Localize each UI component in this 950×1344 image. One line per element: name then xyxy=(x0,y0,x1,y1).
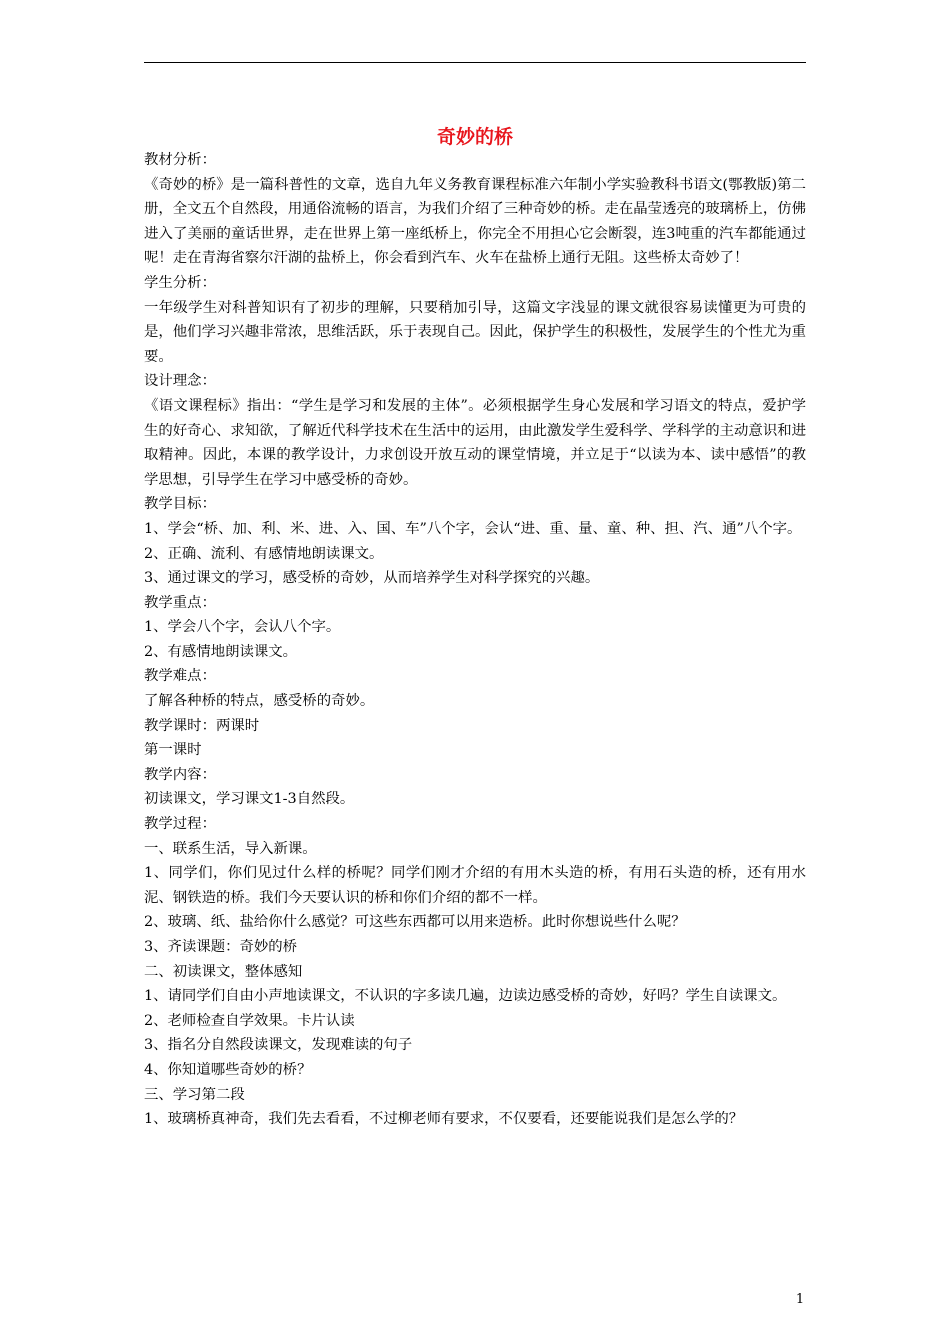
list-item: 2、玻璃、纸、盐给你什么感觉？可这些东西都可以用来造桥。此时你想说些什么呢？ xyxy=(144,914,686,931)
list-item: 2、有感情地朗读课文。 xyxy=(144,643,298,660)
list-item: 3、指名分自然段读课文，发现难读的句子 xyxy=(144,1037,413,1054)
list-item: 2、正确、流利、有感情地朗读课文。 xyxy=(144,545,384,562)
section-heading: 二、初读课文，整体感知 xyxy=(144,963,303,980)
list-item: 2、老师检查自学效果。卡片认读 xyxy=(144,1012,355,1029)
document-body xyxy=(144,148,806,1132)
document-title: 奇妙的桥 xyxy=(436,126,513,148)
body-paragraph: 教学课时：两课时 xyxy=(144,717,260,734)
list-item: 1、玻璃桥真神奇，我们先去看看，不过柳老师有要求，不仅要看，还要能说我们是怎么学的？ xyxy=(144,1111,744,1128)
section-heading: 设计理念： xyxy=(144,373,216,390)
list-item: 3、齐读课题：奇妙的桥 xyxy=(144,939,298,955)
section-heading: 教学内容： xyxy=(144,766,216,783)
section-heading: 教学难点： xyxy=(144,668,216,685)
list-item: 1、学会“桥、加、利、米、进、入、国、车”八个字，会认“进、重、量、童、种、担、汽、通”八个字。 xyxy=(144,520,802,537)
body-paragraph: 初读课文，学习课文1-3自然段。 xyxy=(144,791,355,808)
list-item: 3、通过课文的学习，感受桥的奇妙，从而培养学生对科学探究的兴趣。 xyxy=(144,570,600,587)
section-heading: 教学过程： xyxy=(144,816,216,833)
section-heading: 教学目标： xyxy=(144,496,216,513)
section-heading: 第一课时 xyxy=(144,742,202,759)
section-heading: 教学重点： xyxy=(144,594,216,611)
list-item: 1、学会八个字，会认八个字。 xyxy=(144,619,341,636)
body-paragraph: 《语文课程标》指出：“学生是学习和发展的主体”。必须根据学生身心发展和学习语文的特点，爱护学生的好奇心、求知欲，了解近代科学技术在生活中的运用，由此激发学生爱科学、学科学的主动意识和进取精神。因此，本课的教学设计，力求创设开放互动的课堂情境，并立足于“以读为本、读中感悟”的教学思想，引导学生在学习中感受桥的奇妙。 xyxy=(144,397,806,488)
body-paragraph: 了解各种桥的特点，感受桥的奇妙。 xyxy=(144,693,375,710)
body-paragraph: 《奇妙的桥》是一篇科普性的文章，选自九年义务教育课程标准六年制小学实验教科书语文(鄂教版)第二册，全文五个自然段，用通俗流畅的语言，为我们介绍了三种奇妙的桥。走在晶莹透亮的玻璃桥上，仿佛进入了美丽的童话世界，走在世界上第一座纸桥上，你完全不用担心它会断裂，连3吨重的汽车都能通过呢！走在青海省察尔汗湖的盐桥上，你会看到汽车、火车在盐桥上通行无阻。这些桥太奇妙了！ xyxy=(144,176,806,267)
section-heading: 学生分析： xyxy=(144,274,216,291)
list-item: 4、你知道哪些奇妙的桥？ xyxy=(144,1061,312,1078)
body-paragraph: 一年级学生对科普知识有了初步的理解，只要稍加引导，这篇文字浅显的课文就很容易读懂更为可贵的是，他们学习兴趣非常浓，思维活跃，乐于表现自己。因此，保护学生的积极性，发展学生的个性尤为重要。 xyxy=(144,299,806,365)
list-item: 1、请同学们自由小声地读课文，不认识的字多读几遍，边读边感受桥的奇妙，好吗？学生自读课文。 xyxy=(144,988,787,1005)
section-heading: 教材分析： xyxy=(144,152,216,168)
section-heading: 三、学习第二段 xyxy=(144,1086,245,1103)
header-rule xyxy=(144,62,806,63)
section-heading: 一、联系生活，导入新课。 xyxy=(144,840,317,857)
page-number: 1 xyxy=(795,1292,805,1307)
list-item: 1、同学们，你们见过什么样的桥呢？同学们刚才介绍的有用木头造的桥，有用石头造的桥，还有用水泥、钢铁造的桥。我们今天要认识的桥和你们介绍的都不一样。 xyxy=(144,865,806,906)
